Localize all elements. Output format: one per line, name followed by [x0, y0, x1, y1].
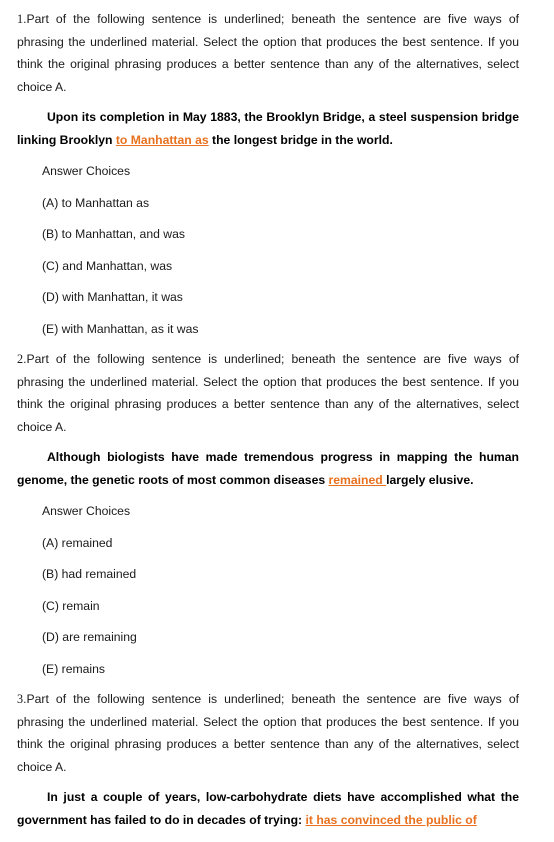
answer-choice-b[interactable]: (B) to Manhattan, and was: [42, 227, 185, 241]
question-number: 1: [17, 12, 24, 26]
question-2: [17, 348, 519, 680]
sentence-after: largely elusive.: [386, 472, 474, 487]
underlined-phrase: to Manhattan as: [115, 132, 209, 147]
underlined-phrase: it has convinced the public of: [305, 812, 477, 827]
answer-choice-d[interactable]: (D) with Manhattan, it was: [42, 290, 183, 304]
sentence-before: In just a couple of years, low-carbohydrate diets have accomplished what the government has failed to do in decades of trying:: [17, 790, 519, 827]
question-1: [17, 8, 519, 340]
answer-choice-e[interactable]: (E) with Manhattan, as it was: [42, 321, 199, 336]
answer-choice-d[interactable]: (D) are remaining: [42, 630, 137, 644]
question-number: 2: [17, 352, 24, 366]
instructions-text: Part of the following sentence is underlined; beneath the sentence are five ways of phrasing the underlined material. Select the option that produces the best sentence. If you think the original phrasing produces a better sentence than any of the alternatives, select choice A.: [17, 12, 519, 94]
answer-choice-e[interactable]: (E) remains: [42, 661, 105, 676]
sentence-before: Although biologists have made tremendous progress in mapping the human genome, the genetic roots of most common diseases: [17, 450, 519, 487]
answer-choice-b[interactable]: (B) had remained: [42, 567, 137, 581]
answer-choice-a[interactable]: (A) to Manhattan as: [42, 195, 150, 210]
question-sentence: [17, 106, 519, 151]
sentence-before: Upon its completion in May 1883, the Brooklyn Bridge, a steel suspension bridge linking Brooklyn: [17, 110, 519, 147]
answer-choices-heading: Answer Choices: [42, 504, 131, 518]
answer-choice-c[interactable]: (C) remain: [42, 598, 100, 613]
question-sentence: [17, 786, 519, 831]
question-instructions: 2.Part of the following sentence is underlined; beneath the sentence are five ways of phrasing the underlined material. Select the option that produces the best sentence. If you think the original phrasing produces a better sentence than any of the alternatives, select choice A.: [17, 352, 519, 434]
question-sentence: [17, 446, 519, 491]
sentence-after: the longest bridge in the world.: [208, 132, 393, 147]
answer-choice-a[interactable]: (A) remained: [42, 535, 113, 550]
answer-choices-heading: Answer Choices: [42, 164, 131, 178]
instructions-text: Part of the following sentence is underlined; beneath the sentence are five ways of phrasing the underlined material. Select the option that produces the best sentence. If you think the original phrasing produces a better sentence than any of the alternatives, select choice A.: [17, 692, 519, 774]
question-instructions: 1.Part of the following sentence is underlined; beneath the sentence are five ways of phrasing the underlined material. Select the option that produces the best sentence. If you think the original phrasing produces a better sentence than any of the alternatives, select choice A.: [17, 12, 519, 94]
answer-choice-c[interactable]: (C) and Manhattan, was: [42, 258, 173, 273]
question-instructions: 3.Part of the following sentence is underlined; beneath the sentence are five ways of phrasing the underlined material. Select the option that produces the best sentence. If you think the original phrasing produces a better sentence than any of the alternatives, select choice A.: [17, 692, 519, 774]
question-number: 3: [17, 692, 24, 706]
question-3: [17, 688, 519, 831]
underlined-phrase: remained: [328, 472, 387, 487]
instructions-text: Part of the following sentence is underlined; beneath the sentence are five ways of phrasing the underlined material. Select the option that produces the best sentence. If you think the original phrasing produces a better sentence than any of the alternatives, select choice A.: [17, 352, 519, 434]
